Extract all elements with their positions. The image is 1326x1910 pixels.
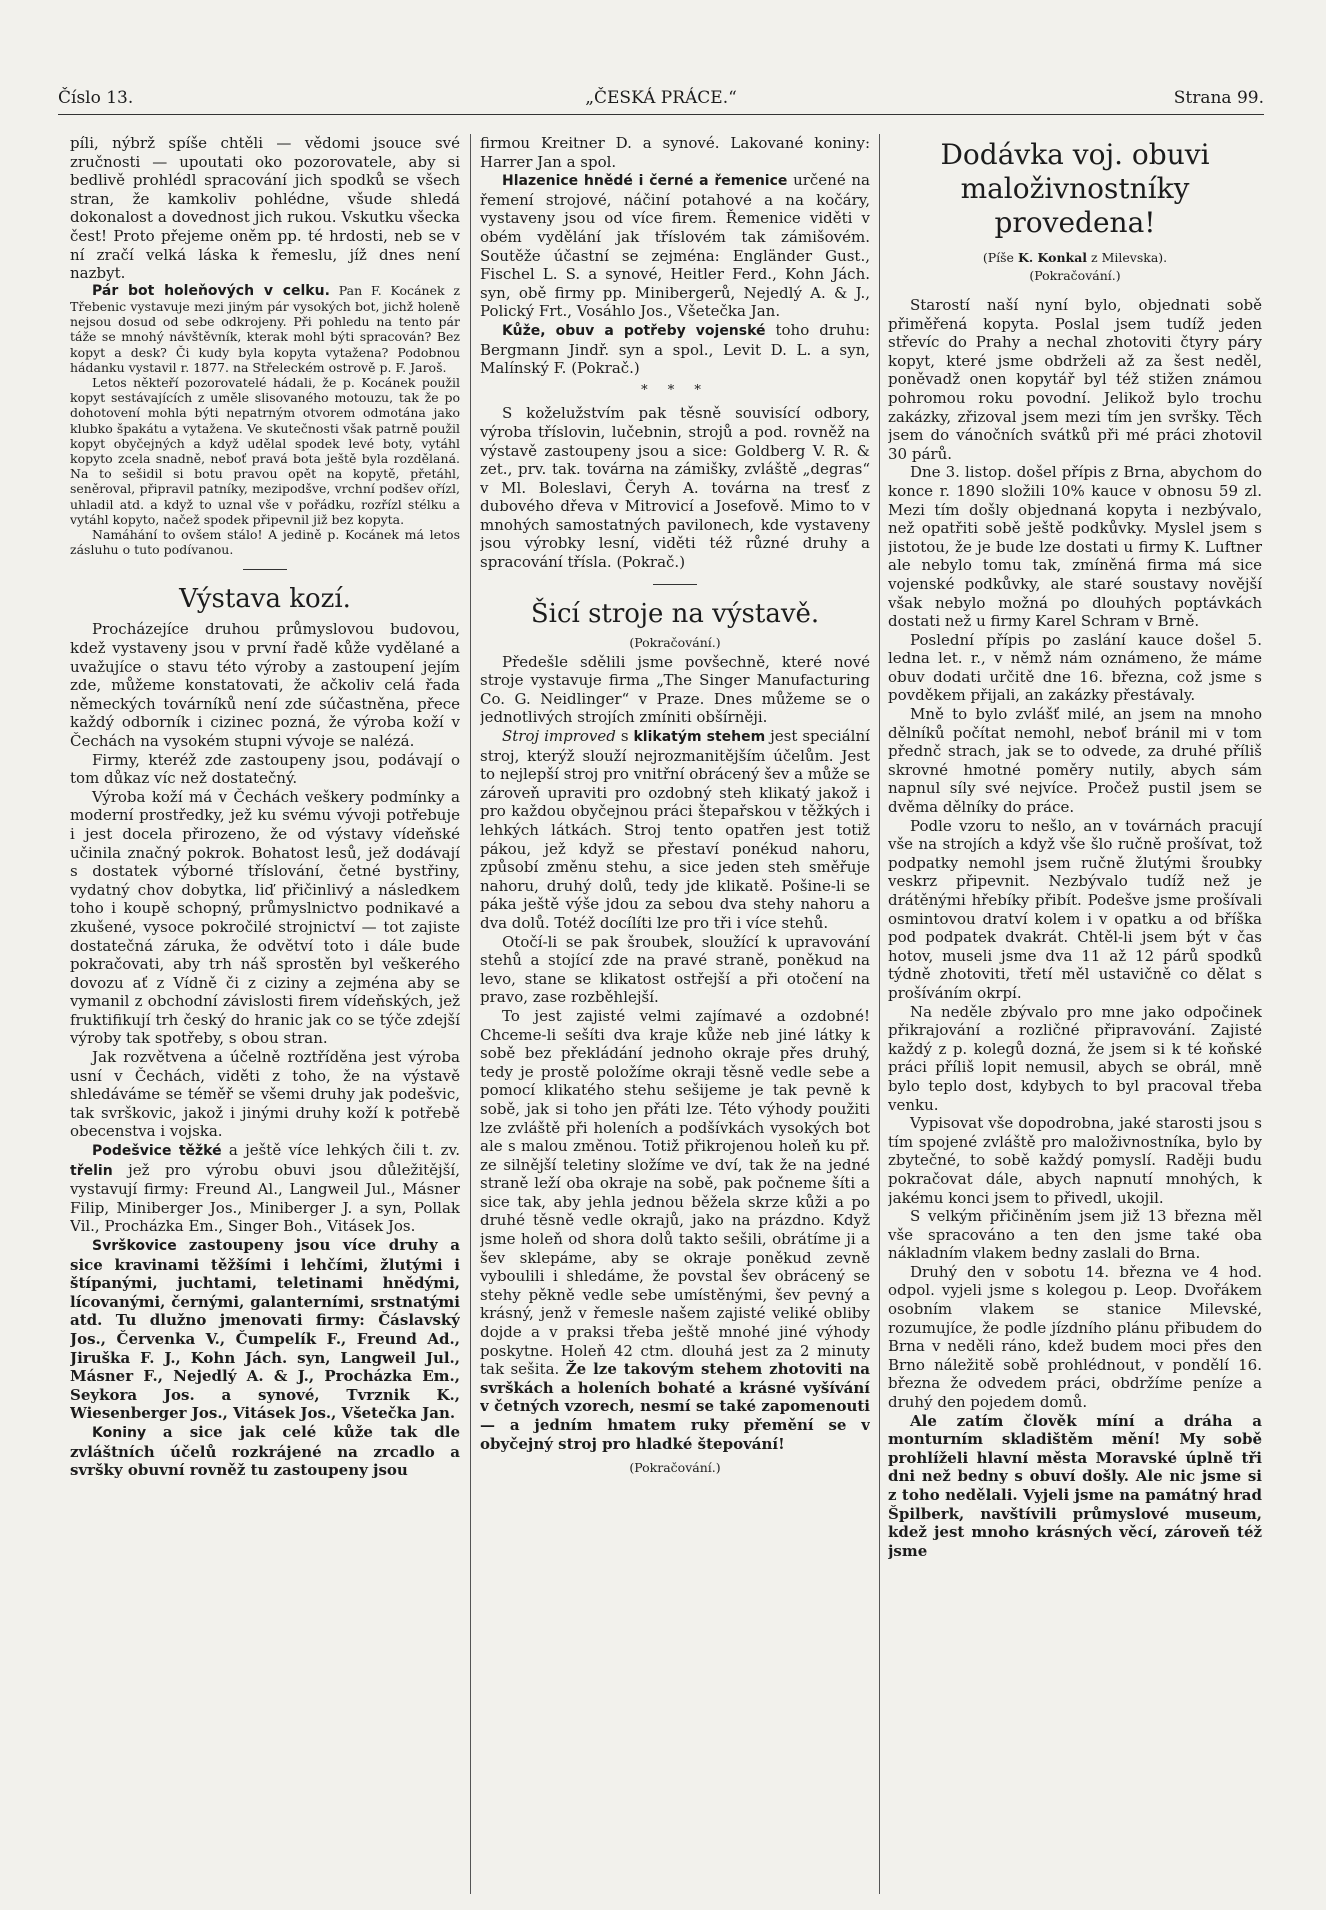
column-divider xyxy=(470,134,471,1894)
article-heading: Šicí stroje na výstavě. xyxy=(530,598,820,629)
paragraph xyxy=(480,171,870,321)
paragraph: píli, nýbrž spíše chtěli — vědomi jsouce své zručnosti — upoutati oko pozorovatele, aby si bedlivě prohlédl spracování jich spodků se všech stran, že kamkoliv pohlédne, všude shledá dokonalost a dovednost jich rukou. Vskutku všecka čest! Proto přejeme oněm pp. té hrdosti, neb se v ní zračí velká láska k řemeslu, jíž dnes není nazbyt. xyxy=(70,134,460,283)
page-number: Strana 99. xyxy=(1173,88,1264,108)
issue-number: Číslo 13. xyxy=(58,88,134,108)
bold-term: třelin xyxy=(70,1162,113,1179)
periodical-title: „ČESKÁ PRÁCE.“ xyxy=(585,88,737,108)
column-divider xyxy=(879,134,880,1894)
bold-term: Svrškovice xyxy=(92,1238,177,1254)
paragraph-text: zastoupeny jsou více druhy a sice kravinami těžšími i lehčími, žlutými i štípanými, juchtami, teletinami hnědými, lícovanými, černými, galanterními, srstnatými atd. Tu dlužno jmenovati firmy: Čáslavský Jos., Červenka V., Čumpelík F., Freund Ad., Jiruška F. J., Kohn Jách. syn, Langweil Jul., Másner F., Nejedlý A. & J., Procházka Em., Seykora Jos. a synové, Tvrznik K., Wiesenberger Jos., Vitásek Jos., Všetečka Jan. xyxy=(70,1236,460,1423)
paragraph: Otočí-li se pak šroubek, sloužící k upravování stehů a stojící zde na pravé straně, poněkud na levo, stane se klikatost ostřejší a při otočení na pravo, zase rozběhlejší. xyxy=(480,932,870,1007)
section-stars: * * * xyxy=(641,382,709,398)
section-lead: Pár bot holeňových v celku. xyxy=(92,282,330,299)
bold-term: Kůže, obuv a potřeby vojenské xyxy=(502,322,766,339)
paragraph: Vypisovat vše dopodrobna, jaké starosti jsou s tím spojené zvláště pro maloživnostníka, bylo by zbytečné, to sobě každý pomyslí. Raději budu pokračovat dále, abych napnutí mnohých, k jakému konci jsem to přivedl, ukojil. xyxy=(888,1114,1262,1207)
paragraph-small xyxy=(70,283,460,375)
paragraph xyxy=(480,321,870,378)
paragraph: Jak rozvětvena a účelně roztříděna jest výroba usní v Čechách, viděti z toho, že na výstavě shledáváme se téměř se všemi druhy jak podešvic, tak svrškovic, jakož i jinými druhy koží k potřebě obecenstva i vojska. xyxy=(70,1048,460,1141)
page-header xyxy=(58,80,1264,115)
paragraph xyxy=(480,1007,870,1453)
continuation-note: (Pokračování.) xyxy=(629,1460,721,1476)
bold-term: Koniny xyxy=(92,1424,147,1441)
paragraph: Dne 3. listop. došel přípis z Brna, abychom do konce r. 1890 složili 10% kauce v obnosu 59 zl. Mezi tím došly objednaná kopyta i nezbývalo, než opatřiti sobě ještě podkůvky. Myslel jsem s jistotou, že je bude lze dostati u firmy K. Luftner ale nebylo tomu tak, zmíněná firma má sice vojenské podkůvky, ale staré soustavy novější však nebylo možná po dlouhých poptávkách dostati než u firmy Karel Schram v Brně. xyxy=(888,463,1262,631)
paragraph: Starostí naší nyní bylo, objednati sobě přiměřená kopyta. Poslal jsem tudíž jeden střevíc do Prahy a nechal zhotoviti čtyry páry kopyt, které jsme obdrželi až za šest neděl, poněvadž onen kopytář byl též stižen známou pohromou roku povodní. Jelikož bylo trochu zakázky, zřizoval jsem mezi tím jen svršky. Těch jsem do vánočních svátků při mé práci zhotovil 30 párů. xyxy=(888,296,1262,463)
author-prefix: (Píše xyxy=(982,250,1014,265)
paragraph-text: To jest zajisté velmi zajímavé a ozdobné! Chceme-li sešíti dva kraje kůže neb jiné látky k sobě bez překládání jednoho okraje přes druhý, tedy je prostě položíme okraji těsně vedle sebe a pomocí klikatého stehu sešijeme je tak pevně k sobě, jak si toho jen přáti lze. Této výhody použiti lze zvláště při holeních a podšívkách vysokých bot ale s malou změnou. Totiž přikrojenou holeň ku př. ze silnější teletiny složíme ve dví, tak že na jedné straně leží oba okraje na sobě, pak počneme šíti a sice tak, aby jehla jednou běžela skrze kůži a po druhé těsně vedle okrajů, jako na prázdno. Když jsme holeň od shora dolů takto sešili, obrátíme ji a šev sklepáme, aby se okraje poněkud zevně vyboulili i shledáme, že povstal šev obrácený se stehy pěkně vedle sebe umístěnými, šev pevný a krásný, jenž v řemesle našem zajisté veliké obliby dojde a v praksi třeba ještě mnohé jiné výhody poskytne. Holeň 42 ctm. dlouhá jest za 2 minuty tak sešita. xyxy=(480,1006,870,1379)
paragraph: Firmy, kteréž zde zastoupeny jsou, podávají o tom důkaz víc než dostatečný. xyxy=(70,750,460,788)
bold-term: Podešvice těžké xyxy=(92,1143,222,1160)
article-heading: Dodávka voj. obuvi maloživnostníky provedena! xyxy=(940,138,1210,239)
paragraph xyxy=(70,1236,460,1423)
section-divider xyxy=(653,584,697,585)
paragraph-small: Namáhání to ovšem stálo! A jedině p. Kocánek má letos zásluhu o tuto podívanou. xyxy=(70,527,460,558)
author-name: K. Konkal xyxy=(1017,250,1088,265)
article-heading: Výstava kozí. xyxy=(179,584,351,615)
paragraph: Druhý den v sobotu 14. března ve 4 hod. odpol. vyjeli jsme s kolegou p. Leop. Dvořákem osobním vlakem se stanice Milevské, rozumujíce, že podle jízdního plánu přibudem do Brna v neděli ráno, kdež budem moci přes den Brno náležitě sobě prohlédnout, v pondělí 16. března že odvedem práci, obdržíme peníze a druhý den pojedem domů. xyxy=(888,1262,1262,1412)
column-2 xyxy=(480,134,870,1894)
paragraph-text: a ještě více lehkých čili t. zv. xyxy=(228,1141,460,1160)
paragraph-text: s xyxy=(620,727,629,746)
paragraph-text: jež pro výrobu obuvi jsou důležitější, vystavují firmy: Freund Al., Langweil Jul., Másner Filip, Miniberger Jos., Miniberger J. a syn, Pollak Vil., Procházka Em., Singer Boh., Vitásek Jos. xyxy=(70,1160,460,1236)
paragraph: Na neděle zbývalo pro mne jako odpočinek přikrajování a rozličné připravování. Zajisté každý z p. kolegů dozná, že jsem si k té koňské práci příliš lopit nemusil, abych se obrál, mně bylo teplo dost, kdybych to byl pracoval třeba venku. xyxy=(888,1002,1262,1114)
paragraph: Poslední přípis po zaslání kauce došel 5. ledna let. r., v němž nám oznámeno, že máme obuv dodati určitě dne 16. března, což jsme s povděkem přijali, an zakázky přestávaly. xyxy=(888,630,1262,705)
paragraph: Procházejíce druhou průmyslovou budovou, kdež vystaveny jsou v první řadě kůže vydělané a uvažujíce o stavu této výroby a zastoupení jejím zde, můžeme konstatovati, že ačkoliv celá řada německých továrníků není zde súčastněna, přece každý odborník i cizinec pozná, že výroba koží v Čechách na vysokém stupni vývoje se nalézá. xyxy=(70,620,460,750)
column-3 xyxy=(888,134,1262,1894)
paragraph-text: a sice jak celé kůže tak dle zvláštních účelů rozkrájené na zrcadlo a svršky obuvní rovněž tu zastoupeny jsou xyxy=(70,1422,460,1480)
paragraph: S velkým přičiněním jsem již 13 března měl vše spracováno a ten den jsme také oba nákladním vlakem bedny zaslali do Brna. xyxy=(888,1207,1262,1263)
paragraph-text: toho druhu: Bergmann Jindř. syn a spol., Levit D. L. a syn, Malínský F. (Pokrač.) xyxy=(480,320,870,378)
paragraph-text: určené na řemení strojové, náčiní potahové a na kočáry, vystaveny jsou od více firem. Řemenice viděti v obém vydělání jak tříslovém tak zámišovém. Soutěže účastní se zejména: Engländer Gust., Fischel L. S. a synové, Heitler Ferd., Kohn Jách. syn, obě firmy pp. Minibergerů, Nejedlý A. & J., Polický Frt., Vosáhlo Jos., Všetečka Jan. xyxy=(480,171,870,321)
italic-term: Stroj improved xyxy=(502,727,616,746)
column-1 xyxy=(70,134,460,1894)
bold-term: klikatým stehem xyxy=(633,729,766,746)
continuation-note: (Pokračování.) xyxy=(629,634,721,650)
paragraph: S koželužstvím pak těsně souvisící odbory, výroba tříslovin, lučebnin, strojů a pod. rovněž na výstavě zastoupeny jsou a sice: Goldberg V. R. & zet., prv. tak. továrna na zámišky, zvláště „degras“ v Ml. Boleslavi, Čeryh A. továrna na tresť z dubového dřeva v Mitrovicí a Josefově. Mimo to v mnohých samostatných pavilonech, kde vystaveny jsou výrobky lesní, viděti též různé druhy a spracování třísla. (Pokrač.) xyxy=(480,404,870,572)
paragraph: Výroba koží má v Čechách veškery podmínky a moderní prostředky, jež ku svému vývoji potřebuje i jest docela přirozeno, že od výstavy vídeňské učinila značný pokrok. Bohatost lesů, jež dodávají s dostatek výborné tříslování, četné bystřiny, vydatný chov dobytka, liď přičinlivý a následkem toho i koupě schopný, průmyslnictvo podnikavé a zkušené, vysoce pokročilé strojnictví — tot zajiste dostatečná záruka, že odvětví toto i dále bude pokračovati, aby trh náš sprostěn byl veškerého dovozu ať z Vídně či z ciziny a zejména aby se vymanil z obchodní závislosti firem vídeňských, jež fruktifikují trh český do hranic jak co se týče zdejší výroby tak spotřeby, s obou stran. xyxy=(70,787,460,1048)
author-suffix: z Milevska). xyxy=(1091,250,1168,265)
paragraph: Ale zatím člověk míní a dráha a monturním skladištěm mění! My sobě prohlíželi hlavní města Moravské úplně tři dni než bedny s obuví došly. Ale nic jsme si z toho nedělali. Vyjeli jsme na památný hrad Špilberk, navštívili průmyslové museum, kdež jest mnoho krásných věcí, zároveň též jsme xyxy=(888,1411,1262,1560)
bold-text: Že lze takovým stehem zhotoviti na svrškách a holeních bohaté a krásné vyšívání v četných vzorech, nesmí se také zapomenouti — a jedním hmatem ruky přemění se v obyčejný stroj pro hladké štepování! xyxy=(480,1360,870,1453)
paragraph: Podle vzoru to nešlo, an v továrnách pracují vše na strojích a když vše šlo ručně prošívat, tož podpatky nemohl jsem ručně žlutými šroubky veskrz připevnit. Nezbývalo tudíž než je drátěnými hřebíky přibít. Podešve jsme prošívali osmintovou dratví kolem i v opatku a od bříška pod podpatek dvakrát. Chtěl-li jsem být v čas hotov, museli jsme dva 11 až 12 párů spodků týdně zhotoviti, třetí měl ustavičně co dělat s prošíváním okrpí. xyxy=(888,816,1262,1002)
paragraph xyxy=(70,1423,460,1480)
paragraph-text: jest speciální stroj, kterýž slouží nejrozmanitějším účelům. Jest to nejlepší stroj pro vnitřní obrácený šev a může se zároveň upraviti pro ozdobný steh klikatý jakož i pro každou obyčejnou práci štepařskou v těžkých i lehkých látkách. Stroj tento opatřen jest totiž pákou, jež když se přestaví ponékud nahoru, způsobí změnu stehu, a sice jeden steh směřuje nahoru, druhý dolů, tedy jde klikatě. Pošine-li se páka ještě výše jdou za sebou dva stehy nahoru a dva dolů. Totéž docílíti lze pro tři i více stehů. xyxy=(480,727,870,932)
paragraph xyxy=(480,727,870,933)
section-divider xyxy=(243,569,287,570)
bold-term: Hlazenice hnědé i černé a řemenice xyxy=(502,173,788,190)
paragraph: Mně to bylo zvlášť milé, an jsem na mnoho dělníků počítat nemohl, neboť bránil mi v tom přednč strach, jak se to odvede, za druhé příliš skrovné hmotné poměry nutily, abych sám napnul síly své nejvíce. Pročež pustil jsem se dvěma dělníky do práce. xyxy=(888,705,1262,817)
paragraph: Předešle sdělili jsme povšechně, které nové stroje vystavuje firma „The Singer Manufacturing Co. G. Neidlinger“ v Praze. Dnes můžeme se o jednotlivých strojích zmíniti obšírněji. xyxy=(480,652,870,727)
paragraph-small: Letos někteří pozorovatelé hádali, že p. Kocánek použil kopyt sestávajících z uměle slisovaného motouzu, tak že po dohotovení mohla býti nepatrným otvorem odmotána jako klubko špakátu a vytažena. Ve skutečnosti však patrně použil kopyt obyčejných a když udělal spodek levé boty, vytáhl kopyto zcela snadně, neboť pravá bota ještě byla rozdělaná. Na to sešidil si botu pravou opět na kopytě, přetáhl, seněroval, připravil patníky, mezipodšve, vrchní podšev ořízl, uhladil atd. a když to uznal vše v pořádku, rozřízl stélku a vytáhl kopyto, načež spodek připevnil již bez kopyta. xyxy=(70,374,460,527)
paragraph xyxy=(70,1141,460,1236)
paragraph-text: Pan F. Kocánek z Třebenic vystavuje mezi jiným pár vysokých bot, jichž holeně nejsou dosud od sebe odkrojeny. Při pohledu na tento pár táže se mnohý návštěvník, kterak mohl býti spracován? Bez kopyt a desk? Či kudy byla kopyta vytažena? Podobnou hádanku vystavil r. 1877. na Střeleckém ostrově p. F. Jaroš. xyxy=(70,282,460,375)
author-line xyxy=(888,250,1262,266)
paragraph: firmou Kreitner D. a synové. Lakované koniny: Harrer Jan a spol. xyxy=(480,134,870,171)
continuation-note: (Pokračování.) xyxy=(1029,268,1121,283)
